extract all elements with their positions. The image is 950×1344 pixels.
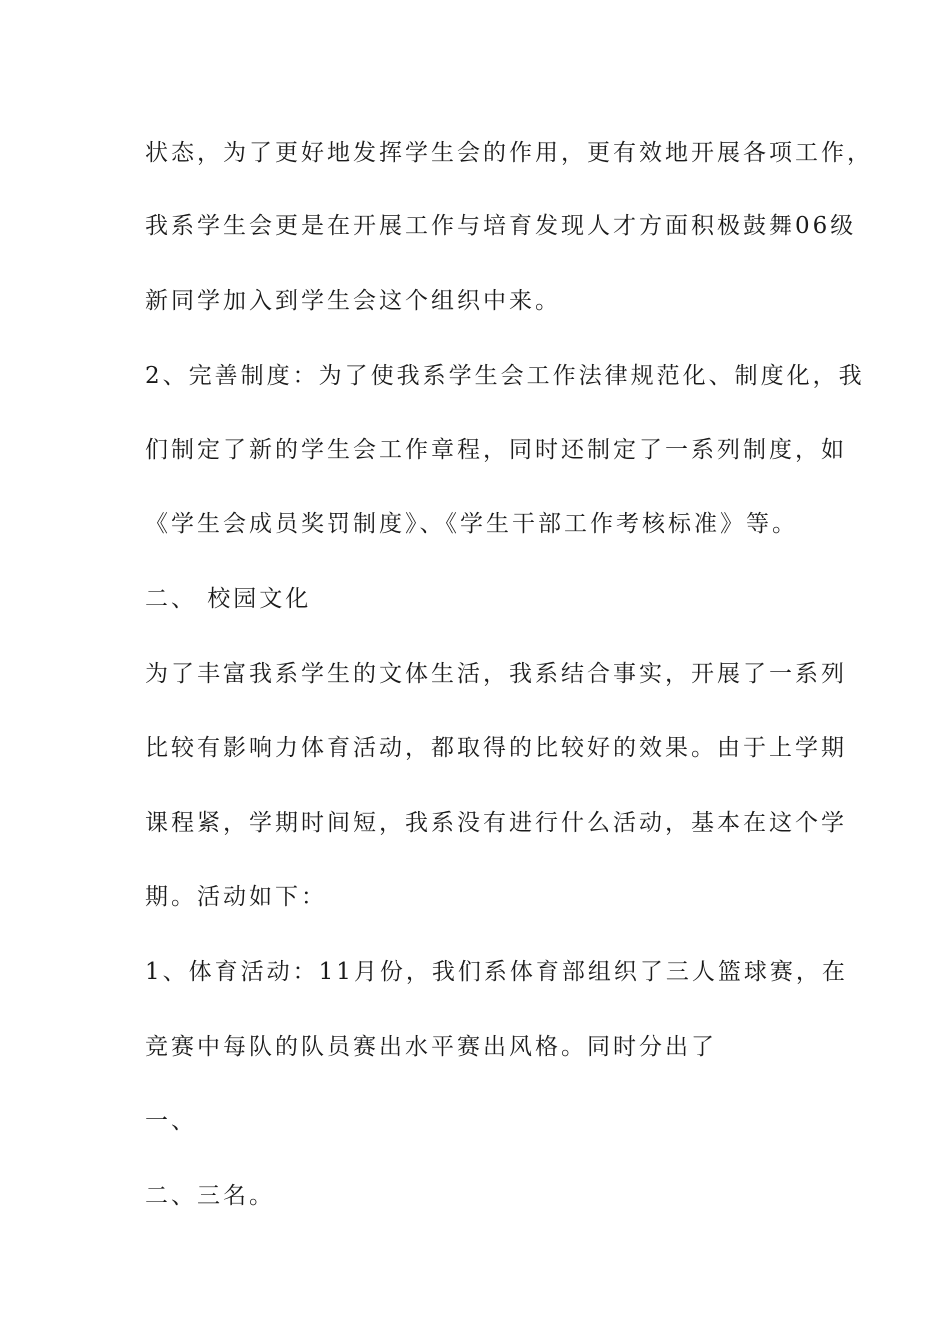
text-line: 为了丰富我系学生的文体生活，我系结合事实，开展了一系列 — [145, 661, 847, 687]
text-line: 竞赛中每队的队员赛出水平赛出风格。同时分出了 — [145, 1034, 717, 1060]
text-line: 1、体育活动：11月份，我们系体育部组织了三人篮球赛，在 — [145, 959, 848, 985]
text-line: 们制定了新的学生会工作章程，同时还制定了一系列制度，如 — [145, 437, 847, 463]
text-line: 比较有影响力体育活动，都取得的比较好的效果。由于上学期 — [145, 735, 847, 761]
text-line: 课程紧，学期时间短，我系没有进行什么活动，基本在这个学 — [145, 810, 847, 836]
text-line: 期。活动如下： — [145, 884, 327, 910]
text-line: 一、 — [145, 1108, 197, 1134]
section-heading: 二、 校园文化 — [145, 586, 312, 612]
text-line: 二、三名。 — [145, 1183, 275, 1209]
text-line: 状态，为了更好地发挥学生会的作用，更有效地开展各项工作， — [145, 140, 873, 166]
text-line: 《学生会成员奖罚制度》、《学生干部工作考核标准》等。 — [145, 511, 798, 537]
text-line: 新同学加入到学生会这个组织中来。 — [145, 288, 561, 314]
text-line: 我系学生会更是在开展工作与培育发现人才方面积极鼓舞06级 — [145, 213, 857, 239]
text-line: 2、完善制度：为了使我系学生会工作法律规范化、制度化，我 — [145, 363, 865, 389]
